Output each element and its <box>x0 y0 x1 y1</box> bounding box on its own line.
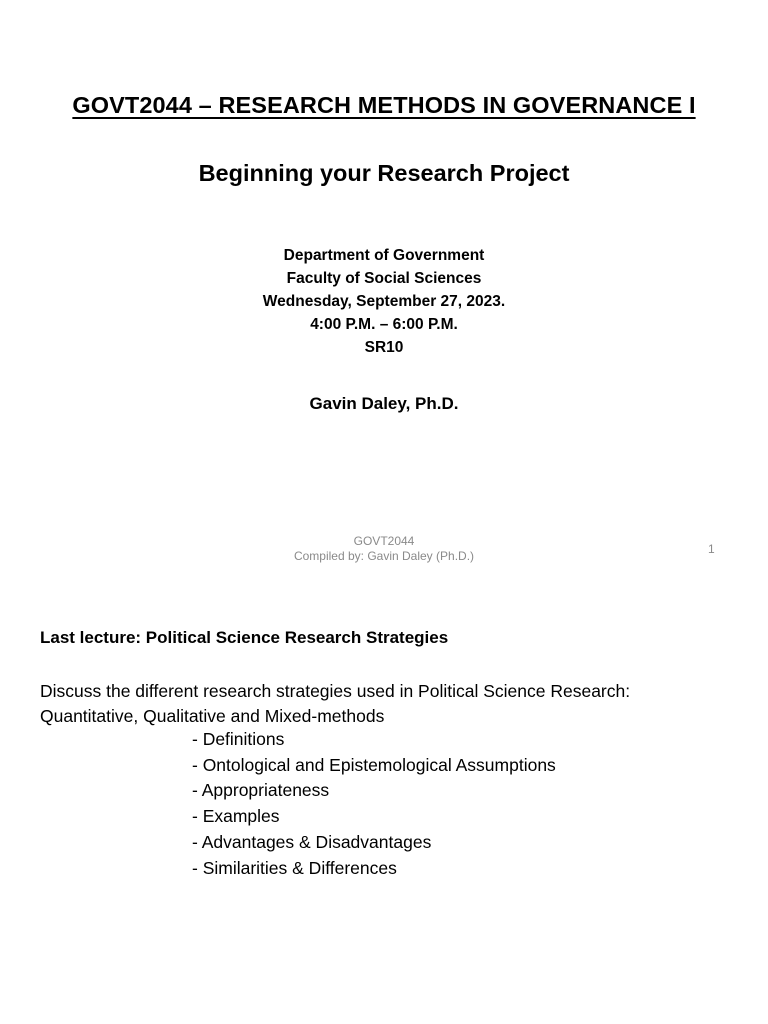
lecture-title: Beginning your Research Project <box>198 160 570 186</box>
lecture-details <box>0 244 768 359</box>
slide-heading: Last lecture: Political Science Research Strategies <box>40 628 449 647</box>
topic-list <box>192 727 556 881</box>
list-item: - Appropriateness <box>192 780 330 801</box>
list-item: - Advantages & Disadvantages <box>192 831 432 852</box>
intro-paragraph <box>40 679 740 729</box>
list-item: - Examples <box>192 806 280 827</box>
presenter-name: Gavin Daley, Ph.D. <box>309 394 459 413</box>
slide-footer <box>0 534 768 564</box>
date-line: Wednesday, September 27, 2023. <box>262 293 506 310</box>
faculty-line: Faculty of Social Sciences <box>286 270 482 287</box>
page-number: 1 <box>708 542 715 556</box>
time-line: 4:00 P.M. – 6:00 P.M. <box>310 316 458 333</box>
intro-line: Discuss the different research strategies used in Political Science Research: <box>40 681 631 701</box>
footer-compiled-by: Compiled by: Gavin Daley (Ph.D.) <box>293 549 475 563</box>
list-item: - Definitions <box>192 729 285 749</box>
department-line: Department of Government <box>283 247 485 264</box>
list-item: - Similarities & Differences <box>192 857 397 878</box>
footer-course-code: GOVT2044 <box>353 534 415 548</box>
list-item: - Ontological and Epistemological Assumptions <box>192 754 556 775</box>
content-slide <box>0 590 768 1024</box>
course-title: GOVT2044 – RESEARCH METHODS IN GOVERNANCE I <box>72 92 696 118</box>
intro-line: Quantitative, Qualitative and Mixed-methods <box>40 706 385 726</box>
room-line: SR10 <box>364 339 404 356</box>
